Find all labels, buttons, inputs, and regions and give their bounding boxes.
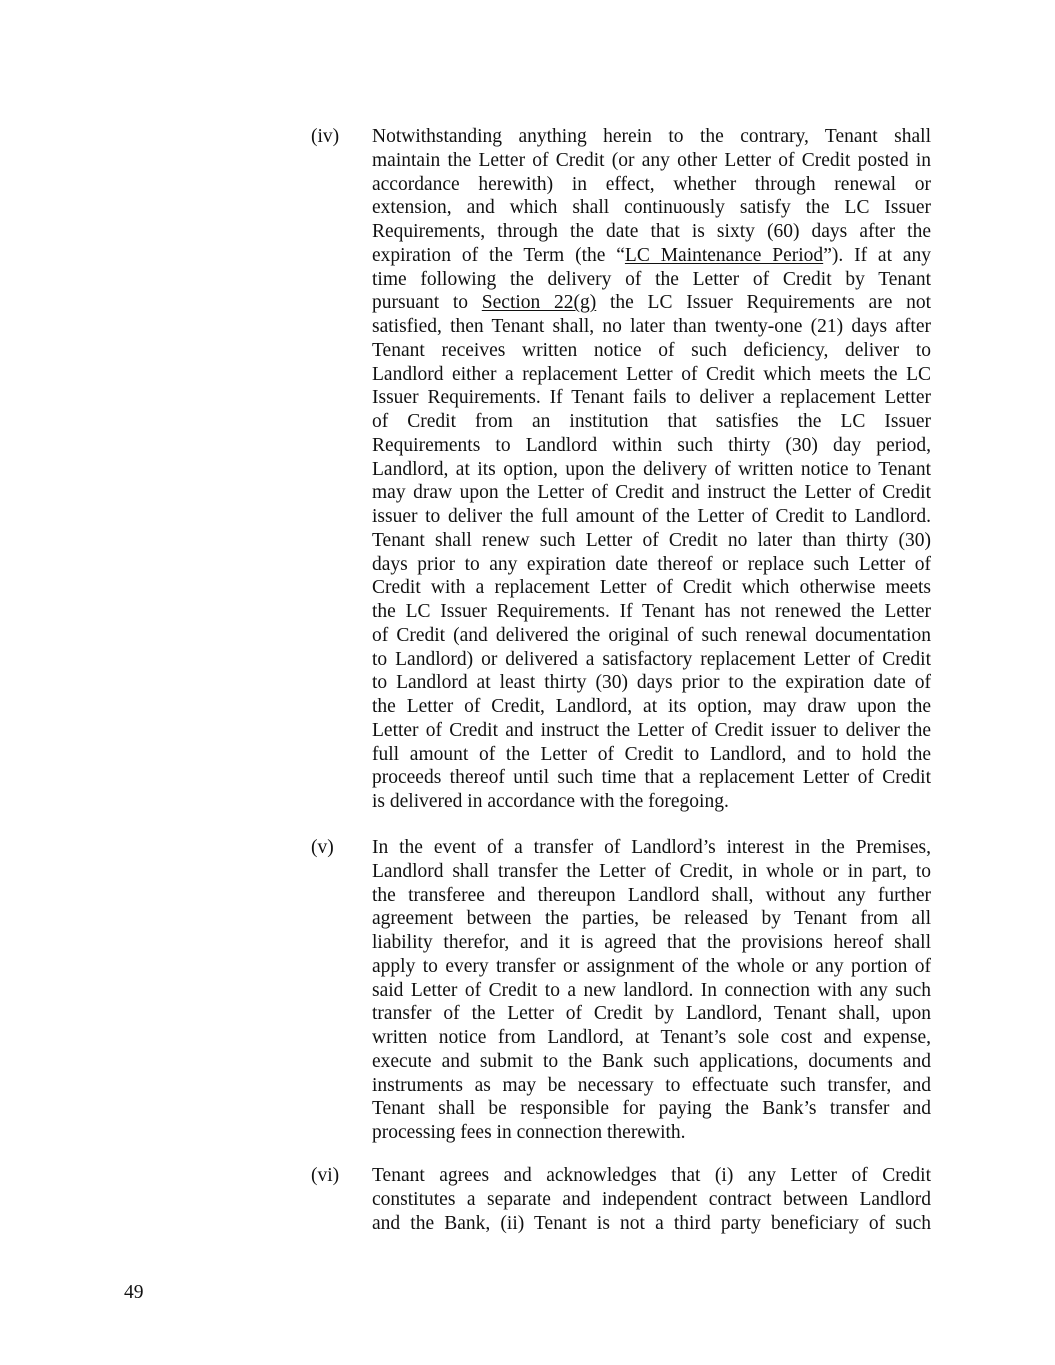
text-line: and the Bank, (ii) Tenant is not a third party beneficiary of such xyxy=(372,1212,931,1234)
text-line: issuer to deliver the full amount of the Letter of Credit to Landlord. xyxy=(372,506,931,527)
text-line: of Credit from an institution that satisfies the LC Issuer xyxy=(372,411,931,432)
text-line: to Landlord at least thirty (30) days prior to the expiration date of xyxy=(372,672,931,694)
text-line: written notice from Landlord, at Tenant’s sole cost and expense, xyxy=(372,1027,931,1048)
text-line: Requirements to Landlord within such thirty (30) day period, xyxy=(372,434,931,456)
text-line: Tenant receives written notice of such deficiency, deliver to xyxy=(372,339,931,361)
text-line: Issuer Requirements. If Tenant fails to deliver a replacement Letter xyxy=(372,387,931,409)
text-line: In the event of a transfer of Landlord’s interest in the Premises, xyxy=(372,837,931,858)
text-line: Notwithstanding anything herein to the contrary, Tenant shall xyxy=(372,126,931,147)
text-line: Letter of Credit and instruct the Letter of Credit issuer to deliver the xyxy=(372,719,931,741)
text-fragment: the LC Issuer Requirements are not xyxy=(596,292,931,314)
defined-term-lc-maintenance-period: LC Maintenance Period xyxy=(624,244,824,266)
text-line: extension, and which shall continuously satisfy the LC Issuer xyxy=(372,197,931,219)
text-line: Tenant agrees and acknowledges that (i) any Letter of Credit xyxy=(372,1165,931,1186)
text-line: satisfied, then Tenant shall, no later than twenty-one (21) days after xyxy=(372,316,931,337)
paragraph-label: (iv) xyxy=(311,126,340,147)
text-line: Landlord shall transfer the Letter of Credit, in whole or in part, to xyxy=(372,860,931,882)
text-line: transfer of the Letter of Credit by Landlord, Tenant shall, upon xyxy=(372,1003,931,1025)
text-line: Tenant shall be responsible for paying the Bank’s transfer and xyxy=(372,1098,931,1120)
text-line: days prior to any expiration date thereof or replace such Letter of xyxy=(372,553,931,575)
text-line: Tenant shall renew such Letter of Credit no later than thirty (30) xyxy=(372,529,931,551)
text-line: Landlord either a replacement Letter of Credit which meets the LC xyxy=(372,363,931,385)
text-line: time following the delivery of the Letter of Credit by Tenant xyxy=(372,268,931,290)
text-fragment: ”). If at any xyxy=(823,244,932,266)
text-line: instruments as may be necessary to effectuate such transfer, and xyxy=(372,1074,931,1096)
text-line: execute and submit to the Bank such applications, documents and xyxy=(372,1050,931,1072)
text-line: agreement between the parties, be released by Tenant from all xyxy=(372,908,931,930)
text-line: accordance herewith) in effect, whether through renewal or xyxy=(372,173,931,195)
text-line: apply to every transfer or assignment of the whole or any portion of xyxy=(372,955,931,977)
text-line: Credit with a replacement Letter of Credit which otherwise meets xyxy=(372,577,931,599)
page-number: 49 xyxy=(124,1282,144,1303)
text-line: constitutes a separate and independent contract between Landlord xyxy=(372,1188,931,1210)
text-line: maintain the Letter of Credit (or any other Letter of Credit posted in xyxy=(372,149,931,171)
text-line: of Credit (and delivered the original of such renewal documentation xyxy=(372,624,931,646)
text-line: full amount of the Letter of Credit to Landlord, and to hold the xyxy=(372,743,931,765)
paragraph-body xyxy=(372,1164,931,1235)
text-line xyxy=(372,291,931,315)
text-line: said Letter of Credit to a new landlord. In connection with any such xyxy=(372,979,931,1001)
text-line: liability therefor, and it is agreed that the provisions hereof shall xyxy=(372,932,931,953)
text-line: the Letter of Credit, Landlord, at its option, may draw upon the xyxy=(372,696,931,717)
text-line xyxy=(372,244,931,268)
section-reference-22g: Section 22(g) xyxy=(481,292,597,314)
text-line: to Landlord) or delivered a satisfactory replacement Letter of Credit xyxy=(372,648,931,670)
text-fragment: expiration of the Term (the “ xyxy=(372,244,625,266)
text-line: Requirements, through the date that is sixty (60) days after the xyxy=(372,221,931,242)
text-line: the transferee and thereupon Landlord shall, without any further xyxy=(372,884,931,906)
paragraph-body xyxy=(372,836,931,1145)
text-line: Landlord, at its option, upon the delivery of written notice to Tenant xyxy=(372,458,931,480)
text-line: is delivered in accordance with the foregoing. xyxy=(372,791,729,812)
text-fragment: pursuant to xyxy=(372,292,482,314)
paragraph-label: (v) xyxy=(311,837,334,858)
text-line: the LC Issuer Requirements. If Tenant has not renewed the Letter xyxy=(372,601,931,622)
text-line: may draw upon the Letter of Credit and instruct the Letter of Credit xyxy=(372,482,931,504)
text-line: proceeds thereof until such time that a replacement Letter of Credit xyxy=(372,767,931,789)
paragraph-body xyxy=(372,125,931,814)
paragraph-label: (vi) xyxy=(311,1165,340,1186)
text-line: processing fees in connection therewith. xyxy=(372,1122,686,1143)
